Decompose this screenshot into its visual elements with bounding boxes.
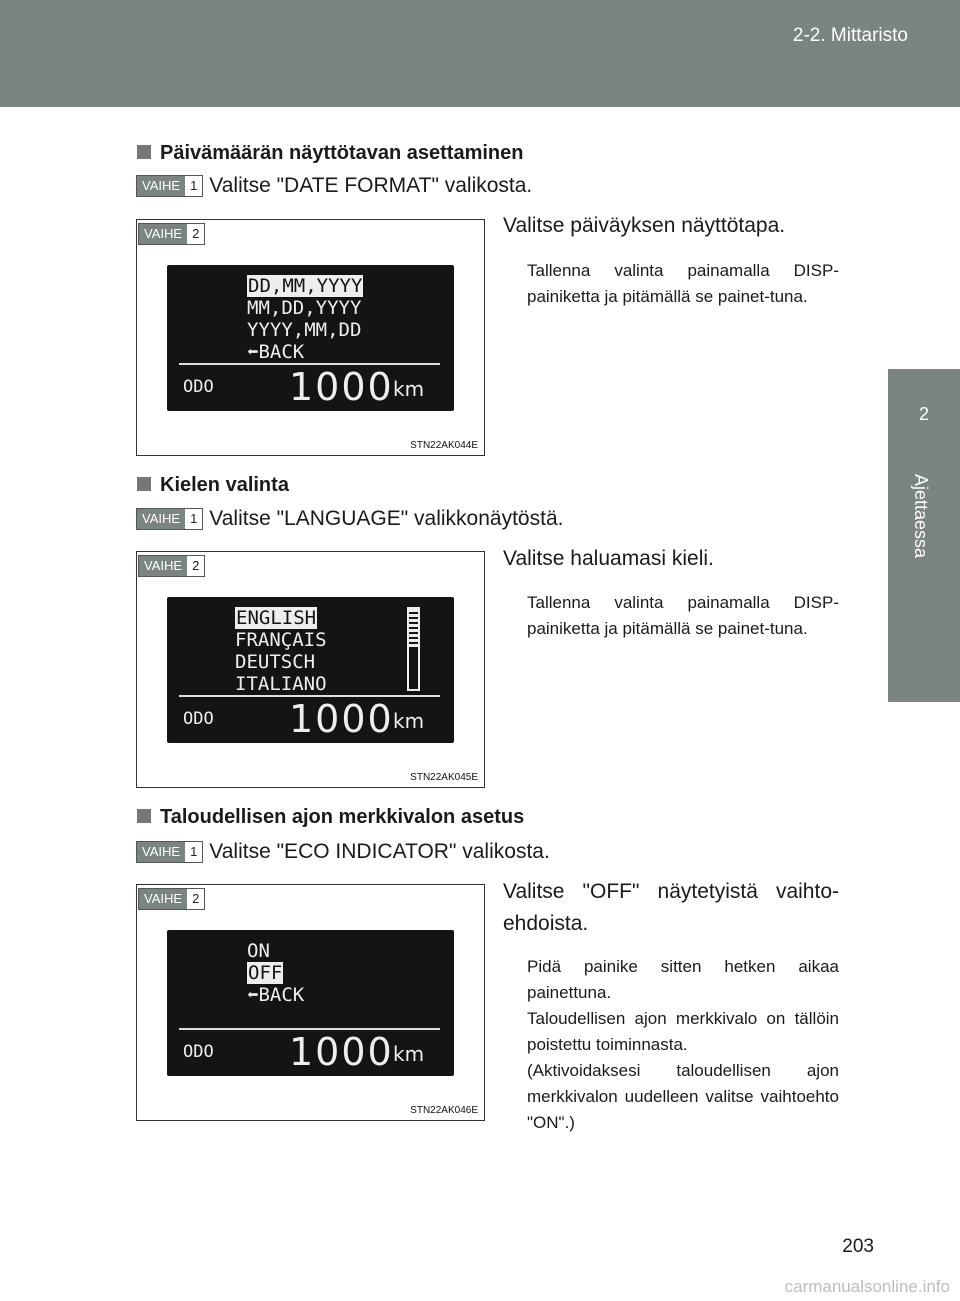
page-number: 203	[842, 1236, 874, 1257]
scroll-thumb	[409, 609, 418, 649]
display-figure	[136, 884, 485, 1121]
display-menu-item: ⬅BACK	[247, 984, 305, 1006]
odo-unit: km	[393, 1042, 425, 1066]
odo-label: ODO	[183, 1042, 214, 1062]
square-bullet-icon	[137, 145, 151, 159]
step-2-text: Valitse päiväyksen näyttötapa.	[503, 214, 786, 237]
scroll-bar	[407, 607, 420, 691]
step-2-text: Valitse "OFF" näytetyistä vaihto-ehdoista.	[503, 880, 839, 935]
multi-info-display	[167, 265, 454, 411]
section-title: 2-2. Mittaristo	[792, 25, 908, 46]
watermark: carmanualsonline.info	[784, 1277, 950, 1296]
odo-value: 1000	[289, 1030, 394, 1074]
step-1: VAIHE 1 Valitse "ECO INDICATOR" valikosta.	[136, 840, 550, 864]
step-badge: VAIHE 2	[138, 555, 205, 577]
step-badge: VAIHE 2	[138, 888, 205, 910]
multi-info-display	[167, 930, 454, 1076]
display-figure	[136, 219, 485, 456]
display-menu-item: ⬅BACK	[247, 341, 305, 363]
figure-code: STN22AK046E	[410, 1105, 478, 1116]
display-menu-item: ON	[247, 940, 270, 962]
display-menu	[247, 275, 363, 363]
chapter-label-tab[interactable]	[888, 462, 960, 702]
header-bar	[0, 0, 960, 107]
odo-value: 1000	[289, 365, 394, 409]
multi-info-display	[167, 597, 454, 743]
section-heading: Taloudellisen ajon merkkivalon asetus	[137, 806, 524, 829]
step-badge: VAIHE 2	[138, 223, 205, 245]
step-note: Pidä painike sitten hetken aikaa painettuna. Taloudellisen ajon merkkivalo on tällöin poistettu toiminnasta. (Aktivoidaksesi taloudellisen ajon merkkivalon uudelleen valitse vaihtoehto "ON".)	[527, 957, 839, 1132]
step-note: Tallenna valinta painamalla DISP-painiketta ja pitämällä se painet-tuna.	[527, 593, 839, 638]
display-figure	[136, 551, 485, 788]
step-2-text: Valitse haluamasi kieli.	[503, 547, 714, 570]
odo-unit: km	[393, 377, 425, 401]
chapter-number-tab[interactable]: 2	[888, 369, 960, 462]
section-heading: Kielen valinta	[137, 474, 289, 497]
square-bullet-icon	[137, 477, 151, 491]
odo-value: 1000	[289, 697, 394, 741]
odo-unit: km	[393, 709, 425, 733]
chapter-label: Ajettaessa	[911, 474, 931, 559]
odo-label: ODO	[183, 377, 214, 397]
figure-code: STN22AK044E	[410, 440, 478, 451]
step-1: VAIHE 1 Valitse "DATE FORMAT" valikosta.	[136, 174, 532, 198]
display-menu-item: FRANÇAIS	[235, 629, 327, 651]
step-note: Tallenna valinta painamalla DISP-painiketta ja pitämällä se painet-tuna.	[527, 261, 839, 306]
display-menu-item: YYYY,MM,DD	[247, 319, 362, 341]
display-menu	[247, 940, 304, 1006]
display-menu-item: MM,DD,YYYY	[247, 297, 362, 319]
step-badge: VAIHE 1	[136, 508, 203, 530]
display-menu-item: ENGLISH	[236, 607, 317, 629]
section-heading: Päivämäärän näyttötavan asettaminen	[137, 142, 524, 165]
odo-label: ODO	[183, 709, 214, 729]
display-menu	[235, 607, 327, 695]
step-badge: VAIHE 1	[136, 175, 203, 197]
step-1: VAIHE 1 Valitse "LANGUAGE" valikkonäytöstä.	[136, 507, 563, 531]
display-menu-item: OFF	[248, 962, 283, 984]
display-menu-item: ITALIANO	[235, 673, 327, 695]
figure-code: STN22AK045E	[410, 772, 478, 783]
step-badge: VAIHE 1	[136, 841, 203, 863]
square-bullet-icon	[137, 809, 151, 823]
display-menu-item: DEUTSCH	[235, 651, 316, 673]
display-menu-item: DD,MM,YYYY	[248, 275, 363, 297]
